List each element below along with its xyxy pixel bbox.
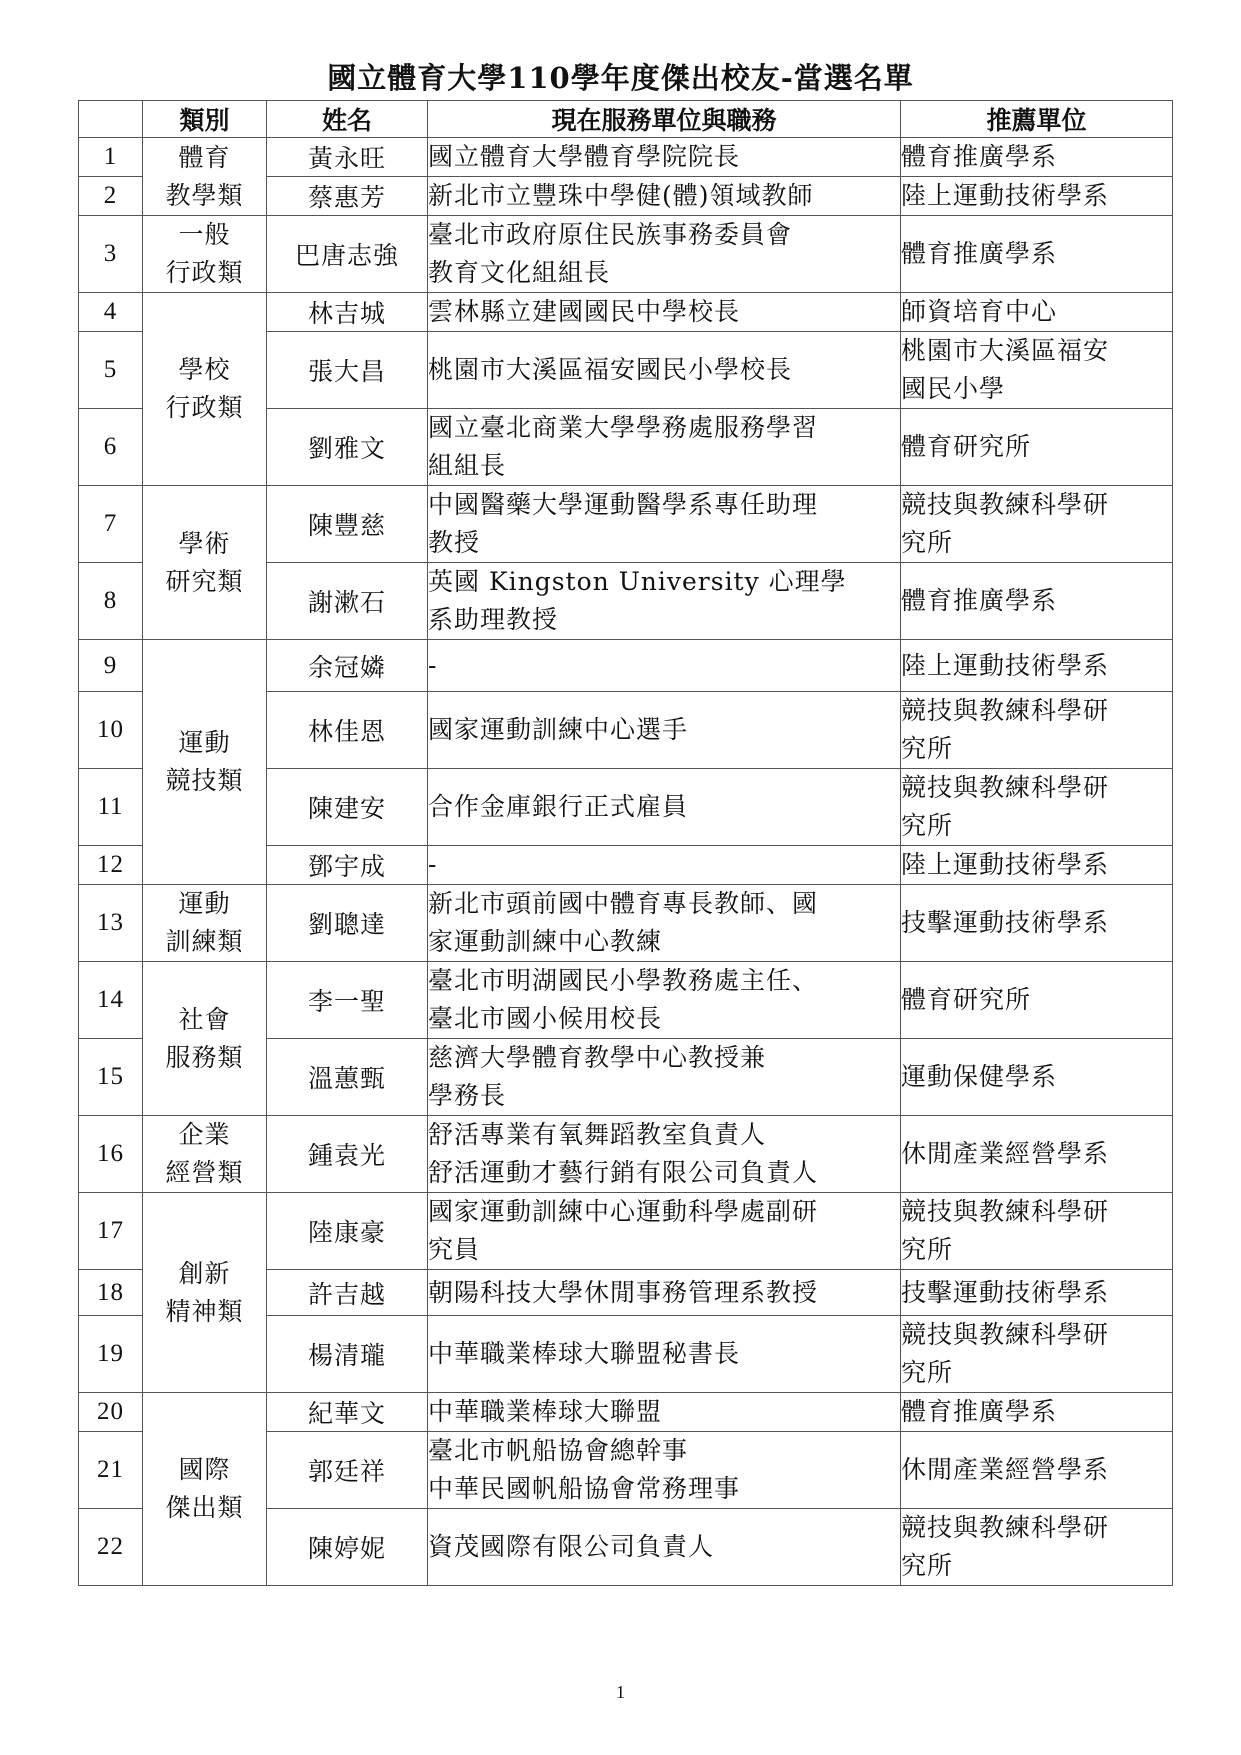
table-row <box>79 1116 1173 1193</box>
table-row <box>79 293 1173 332</box>
row-number: 19 <box>79 1316 143 1393</box>
page-number: 1 <box>616 1682 625 1702</box>
position-cell: 中國醫藥大學運動醫學系專任助理 教授 <box>428 486 901 563</box>
category-cell: 社會 服務類 <box>143 962 267 1116</box>
position-cell: 國立體育大學體育學院院長 <box>428 138 901 177</box>
row-number: 4 <box>79 293 143 332</box>
position-cell: 桃園市大溪區福安國民小學校長 <box>428 332 901 409</box>
row-number: 10 <box>79 692 143 769</box>
alumnus-name: 謝漱石 <box>267 563 428 640</box>
alumnus-name: 楊清瓏 <box>267 1316 428 1393</box>
alumnus-name: 劉雅文 <box>267 409 428 486</box>
recommending-unit: 技擊運動技術學系 <box>901 1270 1173 1316</box>
recommending-unit: 體育研究所 <box>901 962 1173 1039</box>
category-cell: 創新 精神類 <box>143 1193 267 1393</box>
position-cell: 國家運動訓練中心運動科學處副研 究員 <box>428 1193 901 1270</box>
row-number: 21 <box>79 1432 143 1509</box>
recommending-unit: 師資培育中心 <box>901 293 1173 332</box>
alumni-table <box>78 100 1173 1586</box>
table-header-row <box>79 101 1173 138</box>
alumnus-name: 許吉越 <box>267 1270 428 1316</box>
recommending-unit: 競技與教練科學研 究所 <box>901 769 1173 846</box>
recommending-unit: 競技與教練科學研 究所 <box>901 1509 1173 1586</box>
position-cell: 雲林縣立建國國民中學校長 <box>428 293 901 332</box>
category-cell: 運動 訓練類 <box>143 885 267 962</box>
position-cell: - <box>428 640 901 692</box>
table-row <box>79 1393 1173 1432</box>
position-cell: 新北市頭前國中體育專長教師、國 家運動訓練中心教練 <box>428 885 901 962</box>
alumnus-name: 張大昌 <box>267 332 428 409</box>
position-cell: 中華職業棒球大聯盟秘書長 <box>428 1316 901 1393</box>
row-number: 18 <box>79 1270 143 1316</box>
header-number <box>79 101 143 138</box>
position-cell: 舒活專業有氧舞蹈教室負責人 舒活運動才藝行銷有限公司負責人 <box>428 1116 901 1193</box>
recommending-unit: 體育推廣學系 <box>901 1393 1173 1432</box>
position-cell: 新北市立豐珠中學健(體)領域教師 <box>428 177 901 216</box>
table-row <box>79 885 1173 962</box>
position-cell: 英國 Kingston University 心理學 系助理教授 <box>428 563 901 640</box>
row-number: 16 <box>79 1116 143 1193</box>
page-title: 國立體育大學110學年度傑出校友-當選名單 <box>327 61 914 95</box>
recommending-unit: 桃園市大溪區福安 國民小學 <box>901 332 1173 409</box>
alumnus-name: 林佳恩 <box>267 692 428 769</box>
position-cell: - <box>428 846 901 885</box>
row-number: 7 <box>79 486 143 563</box>
alumnus-name: 陳豐慈 <box>267 486 428 563</box>
alumnus-name: 溫蕙甄 <box>267 1039 428 1116</box>
alumnus-name: 黃永旺 <box>267 138 428 177</box>
header-name: 姓名 <box>267 101 428 138</box>
row-number: 11 <box>79 769 143 846</box>
position-cell: 國立臺北商業大學學務處服務學習 組組長 <box>428 409 901 486</box>
position-cell: 中華職業棒球大聯盟 <box>428 1393 901 1432</box>
alumnus-name: 林吉城 <box>267 293 428 332</box>
row-number: 17 <box>79 1193 143 1270</box>
row-number: 6 <box>79 409 143 486</box>
position-cell: 資茂國際有限公司負責人 <box>428 1509 901 1586</box>
alumnus-name: 李一聖 <box>267 962 428 1039</box>
recommending-unit: 體育推廣學系 <box>901 216 1173 293</box>
recommending-unit: 陸上運動技術學系 <box>901 846 1173 885</box>
header-position: 現在服務單位與職務 <box>428 101 901 138</box>
table-row <box>79 962 1173 1039</box>
alumnus-name: 鄧宇成 <box>267 846 428 885</box>
recommending-unit: 競技與教練科學研 究所 <box>901 1193 1173 1270</box>
alumnus-name: 陸康豪 <box>267 1193 428 1270</box>
row-number: 5 <box>79 332 143 409</box>
category-cell: 國際 傑出類 <box>143 1393 267 1586</box>
category-cell: 企業 經營類 <box>143 1116 267 1193</box>
header-unit: 推薦單位 <box>901 101 1173 138</box>
position-cell: 合作金庫銀行正式雇員 <box>428 769 901 846</box>
recommending-unit: 體育推廣學系 <box>901 563 1173 640</box>
recommending-unit: 休閒產業經營學系 <box>901 1432 1173 1509</box>
row-number: 3 <box>79 216 143 293</box>
row-number: 13 <box>79 885 143 962</box>
alumnus-name: 余冠嫾 <box>267 640 428 692</box>
recommending-unit: 體育推廣學系 <box>901 138 1173 177</box>
category-cell: 一般 行政類 <box>143 216 267 293</box>
recommending-unit: 休閒產業經營學系 <box>901 1116 1173 1193</box>
alumnus-name: 郭廷祥 <box>267 1432 428 1509</box>
position-cell: 臺北市明湖國民小學教務處主任、 臺北市國小候用校長 <box>428 962 901 1039</box>
recommending-unit: 競技與教練科學研 究所 <box>901 486 1173 563</box>
alumnus-name: 蔡惠芳 <box>267 177 428 216</box>
row-number: 8 <box>79 563 143 640</box>
table-row <box>79 1193 1173 1270</box>
category-cell: 體育 教學類 <box>143 138 267 216</box>
recommending-unit: 競技與教練科學研 究所 <box>901 1316 1173 1393</box>
table-row <box>79 486 1173 563</box>
table-row <box>79 138 1173 177</box>
category-cell: 學術 研究類 <box>143 486 267 640</box>
alumnus-name: 陳建安 <box>267 769 428 846</box>
row-number: 14 <box>79 962 143 1039</box>
position-cell: 國家運動訓練中心選手 <box>428 692 901 769</box>
position-cell: 朝陽科技大學休閒事務管理系教授 <box>428 1270 901 1316</box>
table-row <box>79 640 1173 692</box>
table-row <box>79 216 1173 293</box>
row-number: 20 <box>79 1393 143 1432</box>
position-cell: 慈濟大學體育教學中心教授兼 學務長 <box>428 1039 901 1116</box>
alumnus-name: 劉聰達 <box>267 885 428 962</box>
recommending-unit: 運動保健學系 <box>901 1039 1173 1116</box>
alumnus-name: 巴唐志強 <box>267 216 428 293</box>
row-number: 12 <box>79 846 143 885</box>
recommending-unit: 陸上運動技術學系 <box>901 177 1173 216</box>
row-number: 9 <box>79 640 143 692</box>
alumnus-name: 陳婷妮 <box>267 1509 428 1586</box>
position-cell: 臺北市帆船協會總幹事 中華民國帆船協會常務理事 <box>428 1432 901 1509</box>
recommending-unit: 體育研究所 <box>901 409 1173 486</box>
row-number: 1 <box>79 138 143 177</box>
alumnus-name: 鍾袁光 <box>267 1116 428 1193</box>
category-cell: 運動 競技類 <box>143 640 267 885</box>
recommending-unit: 陸上運動技術學系 <box>901 640 1173 692</box>
row-number: 2 <box>79 177 143 216</box>
alumnus-name: 紀華文 <box>267 1393 428 1432</box>
recommending-unit: 競技與教練科學研 究所 <box>901 692 1173 769</box>
category-cell: 學校 行政類 <box>143 293 267 486</box>
recommending-unit: 技擊運動技術學系 <box>901 885 1173 962</box>
position-cell: 臺北市政府原住民族事務委員會 教育文化組組長 <box>428 216 901 293</box>
row-number: 22 <box>79 1509 143 1586</box>
row-number: 15 <box>79 1039 143 1116</box>
header-category: 類別 <box>143 101 267 138</box>
